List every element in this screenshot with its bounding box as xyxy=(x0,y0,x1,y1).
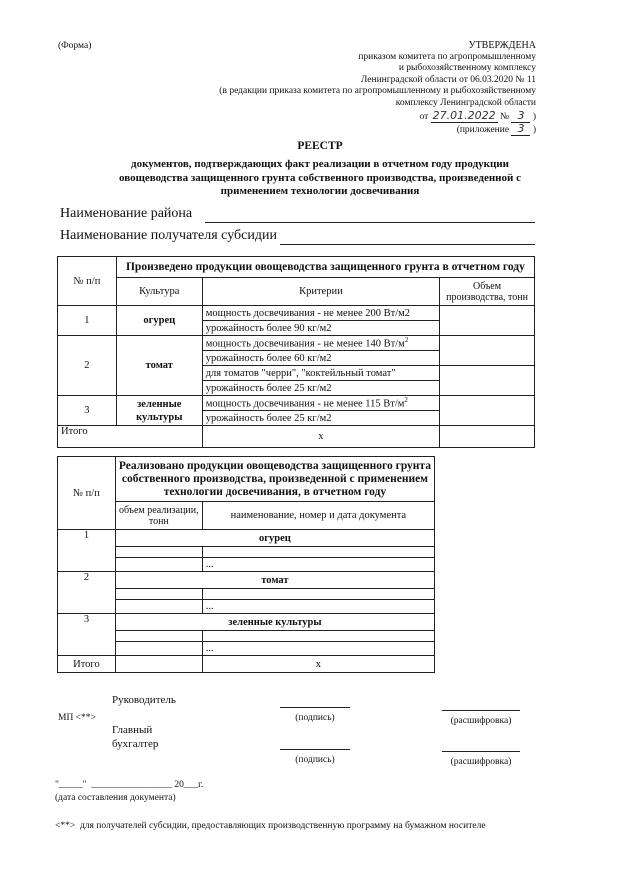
t1-row2-no: 2 xyxy=(58,336,117,396)
approval-date: 27.01.2022 xyxy=(432,108,496,122)
district-underline xyxy=(205,222,535,223)
t2-sec1-name: огурец xyxy=(115,530,434,547)
doc-subtitle xyxy=(40,158,600,199)
t1-row2-crit1 xyxy=(202,336,439,351)
approval-close: ) xyxy=(532,111,536,122)
t2-sec2-doc-2: ... xyxy=(202,600,434,614)
t2-sec2-doc-1 xyxy=(202,589,434,600)
chief-label-1: Главный xyxy=(112,724,153,736)
t2-total-volume xyxy=(115,656,202,673)
stamp-label: МП <**> xyxy=(58,713,96,723)
approval-line-1: УТВЕРЖДЕНА xyxy=(468,40,536,51)
t1-total-x: x xyxy=(202,426,439,448)
t1-header-culture: Культура xyxy=(116,278,202,306)
compile-date-caption: (дата составления документа) xyxy=(55,793,176,803)
t2-sec2-no: 2 xyxy=(58,572,116,614)
t1-row2-crit4: урожайность более 25 кг/м2 xyxy=(202,381,439,396)
t1-total-volume xyxy=(440,426,535,448)
t1-row2-volume-a xyxy=(440,336,535,366)
t2-group-header: Реализовано продукции овощеводства защищенного грунта собственного производства, произведенной с применением технологии досвечивания, в отчетном году xyxy=(115,457,434,502)
appendix-prefix: (приложение xyxy=(456,125,510,136)
approval-line-4: Ленинградской области от 06.03.2020 № 11 xyxy=(360,74,536,85)
t1-group-header: Произведено продукции овощеводства защищенного грунта в отчетном году xyxy=(116,257,534,278)
approval-block xyxy=(200,40,536,137)
chief-decode-caption: (расшифровка) xyxy=(450,757,512,767)
compile-date-line: "_____" _________________ 20___г. xyxy=(55,780,204,790)
t1-row3-crit2: урожайность более 25 кг/м2 xyxy=(202,411,439,426)
t1-row2-crit2: урожайность более 60 кг/м2 xyxy=(202,351,439,366)
t2-sec1-no: 1 xyxy=(58,530,116,572)
chief-sign-line xyxy=(280,749,350,750)
t2-header-volume: объем реализации, тонн xyxy=(115,502,202,530)
t2-sec3-name: зеленные культуры xyxy=(115,614,434,631)
t1-header-volume: Объем производства, тонн xyxy=(440,278,535,306)
approval-line-5: (в редакции приказа комитета по агропромышленному и рыбохозяйственному xyxy=(219,86,536,97)
recipient-label: Наименование получателя субсидии xyxy=(60,228,277,243)
t1-total-label: Итого xyxy=(58,426,203,448)
t1-header-no: № п/п xyxy=(58,257,117,306)
t2-sec3-no: 3 xyxy=(58,614,116,656)
footnote: <**> для получателей субсидии, предоставляющих производственную программу на бумажном носителе xyxy=(55,821,486,831)
t2-sec2-vol-1 xyxy=(115,589,202,600)
t1-row2-crit1-text: мощность досвечивания - не менее 140 Вт/м xyxy=(205,338,405,350)
t1-row2-crit1-sup: 2 xyxy=(404,336,409,345)
chief-label-2: бухгалтер xyxy=(112,738,159,750)
t1-row2-culture: томат xyxy=(116,336,202,396)
chief-decode-line xyxy=(442,751,520,752)
subtitle-line-2: овощеводства защищенного грунта собственного производства, произведенной с xyxy=(119,171,521,184)
head-sign-caption: (подпись) xyxy=(295,713,335,723)
t1-row1-no: 1 xyxy=(58,306,117,336)
appendix-close: ) xyxy=(532,125,536,136)
t1-row1-crit2: урожайность более 90 кг/м2 xyxy=(202,321,439,336)
appendix-line xyxy=(200,123,536,137)
doc-title: РЕЕСТР xyxy=(297,140,343,152)
sales-table xyxy=(57,456,435,673)
approval-line-2: приказом комитета по агропромышленному xyxy=(358,51,536,62)
chief-sign-caption: (подпись) xyxy=(295,755,335,765)
t2-sec1-vol-2 xyxy=(115,558,202,572)
t2-sec3-doc-1 xyxy=(202,631,434,642)
number-prefix: № xyxy=(500,111,510,122)
approval-date-line xyxy=(200,110,536,124)
head-label: Руководитель xyxy=(112,694,176,706)
form-label: (Форма) xyxy=(58,41,92,51)
t2-sec2-vol-2 xyxy=(115,600,202,614)
t1-header-criteria: Критерии xyxy=(202,278,439,306)
t1-row2-crit3: для томатов "черри", "коктейльный томат" xyxy=(202,366,439,381)
t1-row2-volume-b xyxy=(440,366,535,396)
t2-sec1-doc-2: ... xyxy=(202,558,434,572)
approval-line-6: комплексу Ленинградской области xyxy=(395,97,536,108)
t1-row3-volume xyxy=(440,396,535,426)
approval-line-3: и рыбохозяйственному комплексу xyxy=(398,63,536,74)
head-decode-line xyxy=(442,710,520,711)
t2-total-label: Итого xyxy=(58,656,116,673)
t2-sec3-vol-1 xyxy=(115,631,202,642)
t1-row3-crit1 xyxy=(202,396,439,411)
t1-row3-culture: зеленные культуры xyxy=(116,396,202,426)
t2-sec2-name: томат xyxy=(115,572,434,589)
t1-row3-crit1-sup: 2 xyxy=(404,396,408,405)
appendix-number: 3 xyxy=(511,122,530,136)
t2-sec1-doc-1 xyxy=(202,547,434,558)
approval-number: 3 xyxy=(511,109,530,123)
t1-row1-culture: огурец xyxy=(116,306,202,336)
t2-header-no: № п/п xyxy=(58,457,116,530)
recipient-underline xyxy=(280,244,535,245)
head-sign-line xyxy=(280,707,350,708)
t1-row3-no: 3 xyxy=(58,396,117,426)
t2-sec1-vol-1 xyxy=(115,547,202,558)
district-label: Наименование района xyxy=(60,206,193,221)
subtitle-line-3: применением технологии досвечивания xyxy=(220,185,420,197)
production-table xyxy=(57,256,535,448)
t2-sec3-doc-2: ... xyxy=(202,642,434,656)
head-decode-caption: (расшифровка) xyxy=(450,716,512,726)
t2-sec3-vol-2 xyxy=(115,642,202,656)
t1-row1-crit1: мощность досвечивания - не менее 200 Вт/м2 xyxy=(202,306,439,321)
subtitle-line-1: документов, подтверждающих факт реализации в отчетном году продукции xyxy=(131,158,509,170)
t2-total-x: x xyxy=(202,656,434,673)
t1-row3-crit1-text: мощность досвечивания - не менее 115 Вт/м xyxy=(205,398,405,410)
date-prefix: от xyxy=(419,111,429,122)
t1-row1-volume xyxy=(440,306,535,336)
t2-header-doc: наименование, номер и дата документа xyxy=(202,502,434,530)
